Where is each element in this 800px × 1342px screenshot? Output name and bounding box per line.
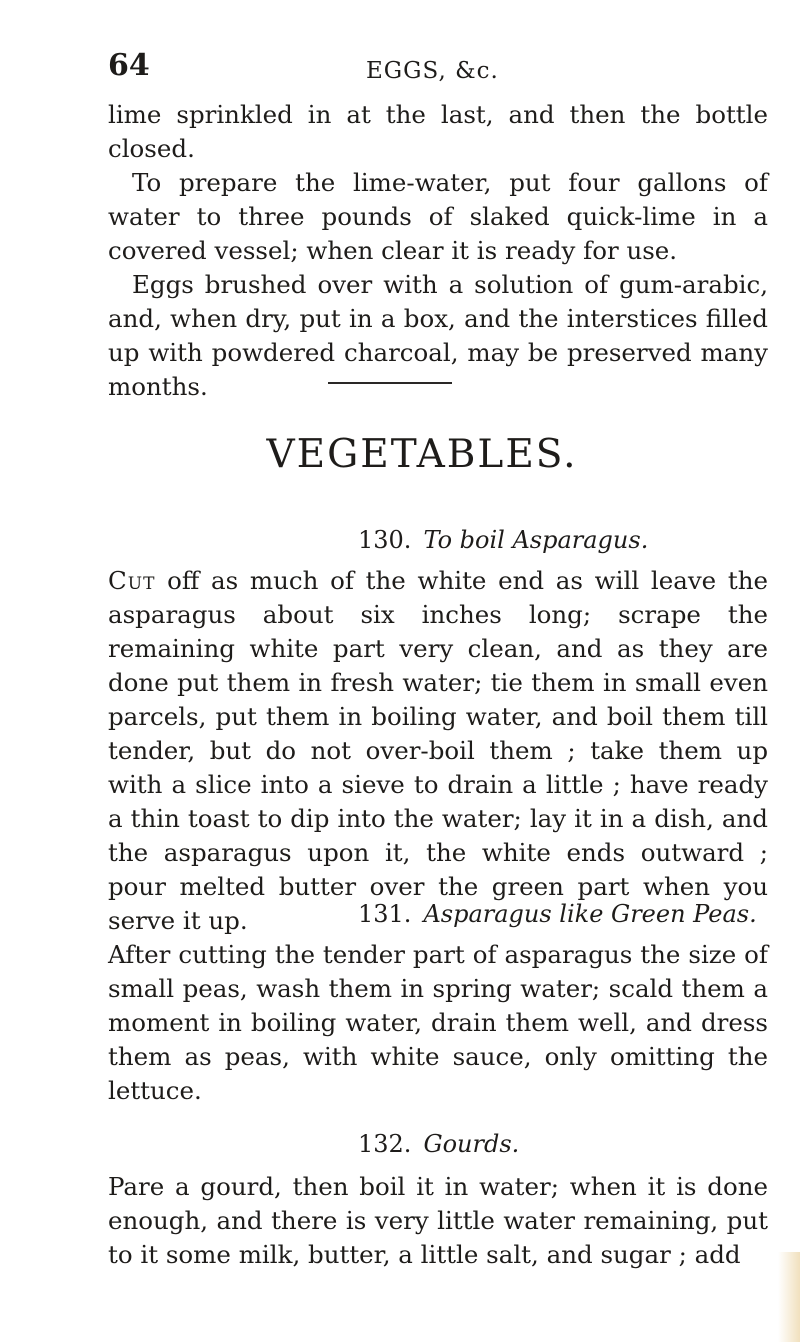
recipe-body-131 bbox=[108, 938, 768, 1108]
intro-paragraph-2: To prepare the lime-water, put four gallons of water to three pounds of slaked quick-lime in a covered vessel; when clear it is ready for use. bbox=[108, 168, 768, 265]
intro-text bbox=[108, 98, 768, 404]
running-head: EGGS, &c. bbox=[366, 58, 499, 84]
recipe-body-132 bbox=[108, 1170, 768, 1272]
recipe-paragraph: Pare a gourd, then boil it in water; when it is done enough, and there is very little water remaining, put to it some milk, butter, a little salt, and sugar ; add bbox=[108, 1172, 768, 1269]
recipe-paragraph bbox=[108, 564, 768, 938]
section-divider bbox=[328, 382, 452, 384]
recipe-title: Gourds. bbox=[423, 1130, 520, 1158]
page-edge-shading bbox=[778, 1252, 800, 1342]
page-number: 64 bbox=[108, 48, 150, 83]
page-header bbox=[108, 48, 770, 88]
recipe-title: Asparagus like Green Peas. bbox=[423, 900, 757, 928]
intro-paragraph-3: Eggs brushed over with a solution of gum-arabic, and, when dry, put in a box, and the interstices filled up with powdered charcoal, may be preserved many months. bbox=[108, 270, 768, 401]
recipe-paragraph: After cutting the tender part of asparagus the size of small peas, wash them in spring water; scald them a moment in boiling water, drain them well, and dress them as peas, with white sauce, only omitting the lettuce. bbox=[108, 940, 768, 1105]
recipe-heading-130 bbox=[358, 526, 648, 554]
recipe-title: To boil Asparagus. bbox=[423, 526, 649, 554]
recipe-number: 130. bbox=[358, 526, 412, 554]
section-title: VEGETABLES. bbox=[266, 432, 578, 477]
recipe-number: 131. bbox=[358, 900, 412, 928]
recipe-heading-132 bbox=[358, 1130, 519, 1158]
recipe-number: 132. bbox=[358, 1130, 412, 1158]
recipe-text: off as much of the white end as will leave the asparagus about six inches long; scrape the remaining white part very clean, and as they are done put them in fresh water; tie them in small even parcels, put them in boiling water, and boil them till tender, but do not over-boil them ; take them up with a slice into a sieve to drain a little ; have ready a thin toast to dip into the water; lay it in a dish, and the asparagus upon it, the white ends outward ; pour melted butter over the green part when you serve it up. bbox=[108, 566, 768, 935]
recipe-body-130 bbox=[108, 564, 768, 938]
intro-paragraph-1: lime sprinkled in at the last, and then the bottle closed. bbox=[108, 100, 768, 163]
recipe-first-word: Cut bbox=[108, 566, 156, 595]
recipe-heading-131 bbox=[358, 900, 757, 928]
